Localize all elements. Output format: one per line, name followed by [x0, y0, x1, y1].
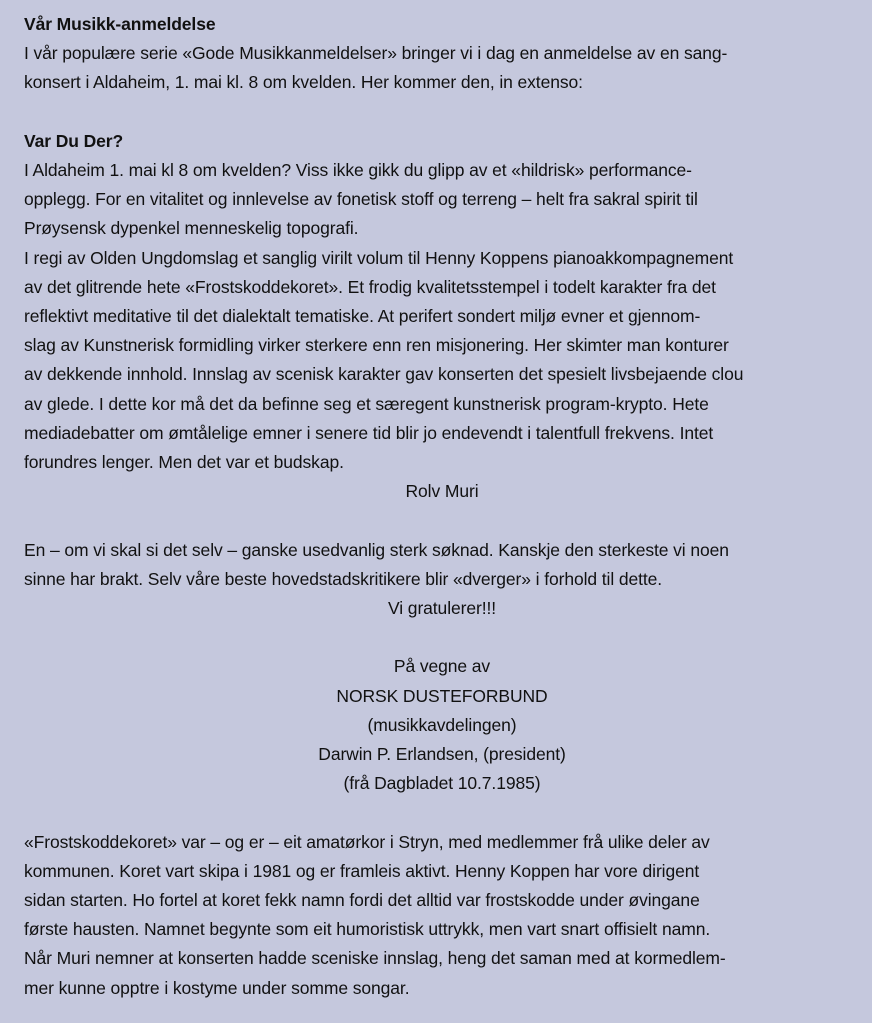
note-line: sidan starten. Ho fortel at koret fekk namn fordi det alltid var frostskodde under øvingane [24, 890, 700, 911]
response-section [24, 536, 860, 624]
review-line: av glede. I dette kor må det da befinne seg et særegent kunstnerisk program-krypto. Hete [24, 393, 709, 414]
review-line: slag av Kunstnerisk formidling virker sterkere enn ren misjonering. Her skimter man konturer [24, 335, 729, 356]
response-congrats: Vi gratulerer!!! [388, 598, 496, 619]
review-line: av dekkende innhold. Innslag av scenisk karakter gav konserten det spesielt livsbejaende clou [24, 364, 744, 385]
note-line: «Frostskoddekoret» var – og er – eit amatørkor i Stryn, med medlemmer frå ulike deler av [24, 831, 710, 852]
note-line: første hausten. Namnet begynte som eit humoristisk uttrykk, men vart snart offisielt namn. [24, 919, 711, 940]
signature-organization: NORSK DUSTEFORBUND [336, 685, 548, 706]
intro-line: I vår populære serie «Gode Musikkanmeldelser» bringer vi i dag en anmeldelse av en sang- [24, 43, 728, 64]
review-line: I regi av Olden Ungdomslag et sanglig virilt volum til Henny Koppens pianoakkompagnement [24, 247, 734, 268]
document-page [24, 10, 860, 1003]
review-title: Var Du Der? [24, 130, 124, 151]
review-line: av det glitrende hete «Frostskoddekoret». Et frodig kvalitetsstempel i todelt karakter fra det [24, 276, 716, 297]
note-line: Når Muri nemner at konserten hadde sceniske innslag, heng det saman med at kormedlem- [24, 948, 726, 969]
note-section [24, 828, 860, 1003]
review-line: forundres lenger. Men det var et budskap. [24, 452, 344, 473]
review-line: opplegg. For en vitalitet og innlevelse av fonetisk stoff og terreng – helt fra sakral spirit til [24, 189, 698, 210]
intro-title: Vår Musikk-anmeldelse [24, 14, 216, 34]
response-line: sinne har brakt. Selv våre beste hovedstadskritikere blir «dverger» i forhold til dette. [24, 568, 663, 589]
intro-section [24, 10, 860, 98]
signature-line: Darwin P. Erlandsen, (president) [318, 744, 566, 765]
intro-line: konsert i Aldaheim, 1. mai kl. 8 om kvelden. Her kommer den, in extenso: [24, 72, 583, 93]
signature-section [24, 652, 860, 798]
response-line: En – om vi skal si det selv – ganske usedvanlig sterk søknad. Kanskje den sterkeste vi noen [24, 539, 729, 560]
signature-line: (musikkavdelingen) [367, 714, 517, 735]
note-line: mer kunne opptre i kostyme under somme songar. [24, 977, 410, 998]
review-author: Rolv Muri [405, 481, 479, 502]
review-line: mediadebatter om ømtålelige emner i senere tid blir jo endevendt i talentfull frekvens. Intet [24, 422, 714, 443]
signature-line: På vegne av [393, 656, 491, 677]
review-section [24, 127, 860, 507]
note-line: kommunen. Koret vart skipa i 1981 og er framleis aktivt. Henny Koppen har vore dirigent [24, 860, 700, 881]
review-line: reflektivt meditative til det dialektalt tematiske. At perifert sondert miljø evner et gjennom- [24, 306, 701, 327]
review-line: I Aldaheim 1. mai kl 8 om kvelden? Viss ikke gikk du glipp av et «hildrisk» performance- [24, 160, 692, 180]
signature-source: (frå Dagbladet 10.7.1985) [343, 773, 541, 794]
review-line: Prøysensk dypenkel menneskelig topografi. [24, 218, 359, 239]
